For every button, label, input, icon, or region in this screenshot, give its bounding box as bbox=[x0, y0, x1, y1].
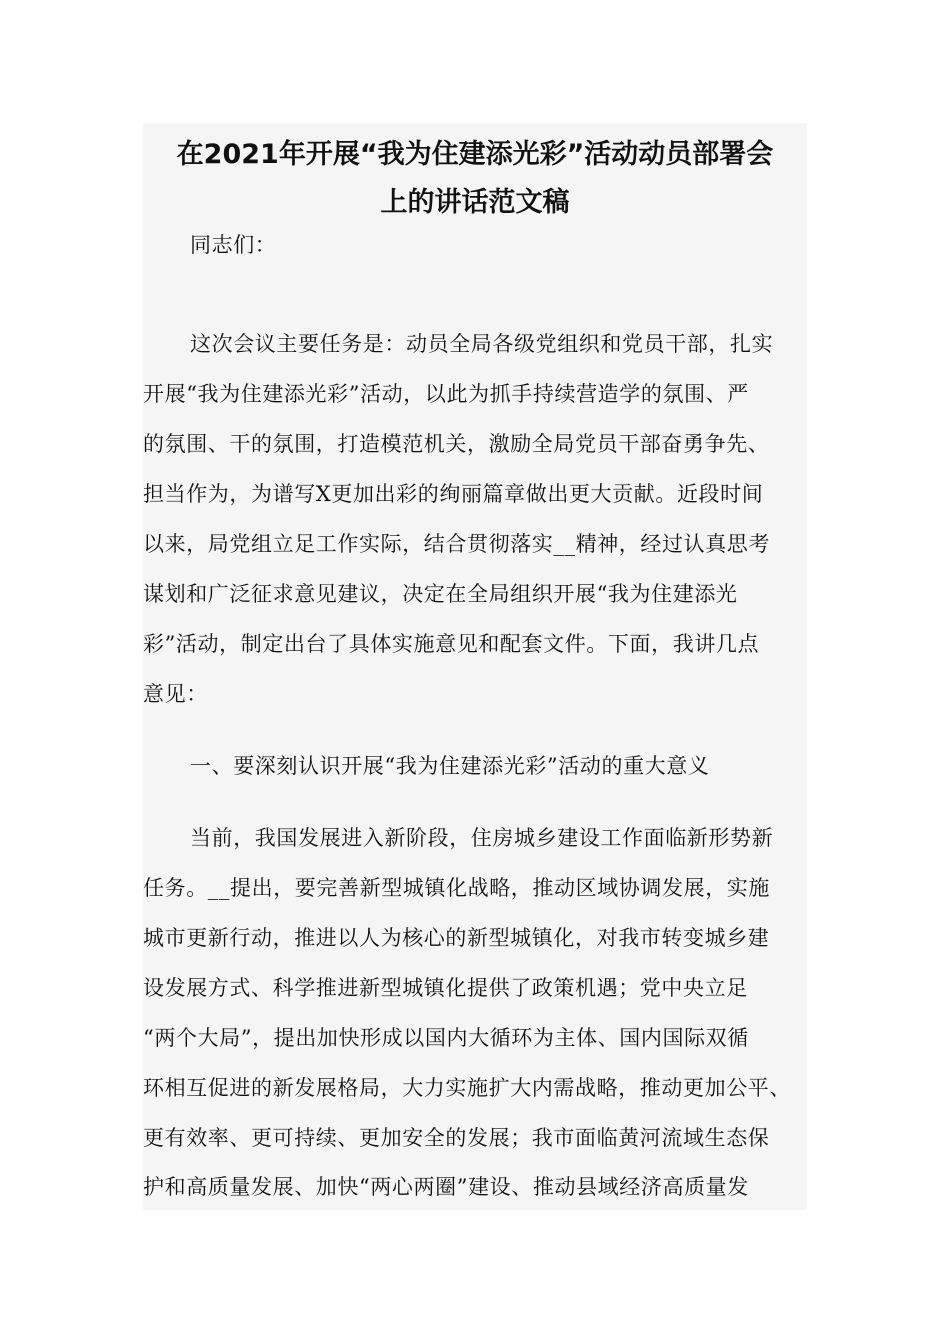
paragraph-line: 意见： bbox=[143, 682, 208, 706]
paragraph-line: 更有效率、更可持续、更加安全的发展；我市面临黄河流域生态保 bbox=[143, 1126, 770, 1150]
paragraph-line: 开展“我为住建添光彩”活动，以此为抓手持续营造学的氛围、严 bbox=[143, 382, 749, 406]
paragraph-line: 任务。__提出，要完善新型城镇化战略，推动区域协调发展，实施 bbox=[143, 876, 770, 900]
paragraph-line: 彩”活动，制定出台了具体实施意见和配套文件。下面，我讲几点 bbox=[143, 632, 760, 656]
document-title-line-1: 在2021年开展“我为住建添光彩”活动动员部署会 bbox=[176, 139, 774, 170]
document-title-line-2: 上的讲话范文稿 bbox=[380, 187, 570, 218]
salutation: 同志们： bbox=[190, 233, 277, 257]
paragraph-line: 城市更新行动，推进以人为核心的新型城镇化，对我市转变城乡建 bbox=[143, 926, 770, 950]
paragraph-line: 的氛围、干的氛围，打造模范机关，激励全局党员干部奋勇争先、 bbox=[143, 432, 770, 456]
paragraph-line: 环相互促进的新发展格局，大力实施扩大内需战略，推动更加公平、 bbox=[143, 1076, 791, 1100]
paragraph-line: 当前，我国发展进入新阶段，住房城乡建设工作面临新形势新 bbox=[190, 826, 774, 850]
paragraph-line: 护和高质量发展、加快“两心两圈”建设、推动县域经济高质量发 bbox=[143, 1175, 749, 1199]
section-heading: 一、要深刻认识开展“我为住建添光彩”活动的重大意义 bbox=[190, 754, 710, 778]
paragraph-line: 设发展方式、科学推进新型城镇化提供了政策机遇；党中央立足 bbox=[143, 976, 748, 1000]
paragraph-line: 谋划和广泛征求意见建议，决定在全局组织开展“我为住建添光 bbox=[143, 582, 738, 606]
paragraph-line: “两个大局”，提出加快形成以国内大循环为主体、国内国际双循 bbox=[143, 1026, 749, 1050]
paragraph-line: 这次会议主要任务是：动员全局各级党组织和党员干部，扎实 bbox=[190, 332, 774, 356]
paragraph-line: 担当作为，为谱写X更加出彩的绚丽篇章做出更大贡献。近段时间 bbox=[143, 482, 764, 506]
paragraph-line: 以来，局党组立足工作实际，结合贯彻落实__精神，经过认真思考 bbox=[143, 532, 770, 556]
